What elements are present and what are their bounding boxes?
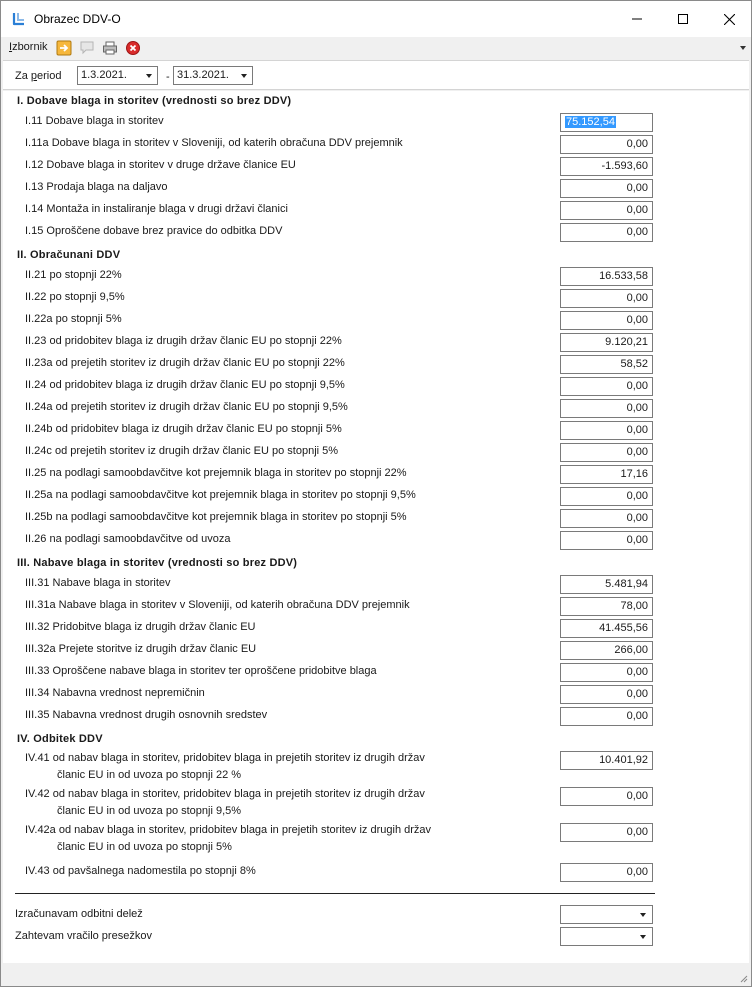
value-text: 0,00 — [626, 826, 648, 838]
section-heading-III: III. Nabave blaga in storitev (vrednosti so brez DDV) — [17, 557, 298, 569]
row-label — [25, 291, 125, 303]
row-label — [25, 643, 256, 655]
row-label-text: IV.43 od pavšalnega nadomestila po stopnji 8% — [25, 865, 256, 877]
export-icon — [56, 40, 72, 56]
value-field[interactable] — [560, 201, 653, 220]
value-text: 0,00 — [626, 138, 648, 150]
value-field[interactable] — [560, 823, 653, 842]
printer-icon — [102, 40, 118, 56]
row-label — [25, 467, 407, 479]
row-label — [25, 709, 267, 721]
row-label — [25, 489, 416, 501]
title-bar — [1, 1, 751, 37]
value-field[interactable] — [560, 465, 653, 484]
value-text: 0,00 — [626, 512, 648, 524]
export-button[interactable] — [55, 39, 73, 57]
row-label — [25, 181, 168, 193]
vracilo-select[interactable] — [560, 927, 653, 946]
row-label-text: II.24 od pridobitev blaga iz drugih držav članic EU po stopnji 9,5% — [25, 379, 345, 391]
period-from-value: 1.3.2021. — [81, 69, 127, 81]
period-to-value: 31.3.2021. — [177, 69, 229, 81]
row-label — [25, 865, 256, 877]
row-label — [25, 159, 296, 171]
period-from-field[interactable] — [77, 66, 158, 85]
row-label-text: III.31a Nabave blaga in storitev v Sloveniji, od katerih obračuna DDV prejemnik — [25, 599, 410, 611]
row-label-text: II.23a od prejetih storitev iz drugih držav članic EU po stopnji 22% — [25, 357, 345, 369]
value-text: 0,00 — [626, 182, 648, 194]
chevron-down-icon[interactable] — [241, 74, 247, 78]
value-text: 0,00 — [626, 204, 648, 216]
value-field[interactable] — [560, 157, 653, 176]
close-button[interactable] — [706, 1, 752, 37]
row-label — [25, 137, 403, 149]
izbornik-menu[interactable] — [9, 41, 48, 53]
value-text: 0,00 — [626, 226, 648, 238]
value-text: 266,00 — [614, 644, 648, 656]
row-label-text: II.24b od pridobitev blaga iz drugih držav članic EU po stopnji 5% — [25, 423, 342, 435]
row-label-text: I.14 Montaža in instaliranje blaga v drugi državi članici — [25, 203, 288, 215]
comment-button[interactable] — [78, 39, 96, 57]
chevron-down-icon[interactable] — [640, 913, 646, 917]
row-label — [25, 423, 342, 435]
form-divider — [15, 893, 655, 894]
row-label — [25, 335, 342, 347]
period-separator: - — [166, 71, 170, 83]
row-label-continuation: članic EU in od uvoza po stopnji 9,5% — [57, 805, 242, 817]
value-field[interactable] — [560, 641, 653, 660]
row-label-text: II.22a po stopnji 5% — [25, 313, 122, 325]
period-bar — [3, 60, 749, 90]
row-label — [25, 621, 256, 633]
row-label-text: II.23 od pridobitev blaga iz drugih držav članic EU po stopnji 22% — [25, 335, 342, 347]
row-label-text: I.12 Dobave blaga in storitev v druge države članice EU — [25, 159, 296, 171]
ddv-form — [3, 91, 749, 963]
cancel-button[interactable] — [124, 39, 142, 57]
value-field[interactable] — [560, 707, 653, 726]
section-heading-IV: IV. Odbitek DDV — [17, 733, 103, 745]
row-label — [25, 665, 377, 677]
value-text: 0,00 — [626, 866, 648, 878]
period-to-field[interactable] — [173, 66, 253, 85]
row-label — [25, 379, 345, 391]
value-field[interactable] — [560, 377, 653, 396]
row-label — [25, 750, 465, 784]
value-text: 5.481,94 — [605, 578, 648, 590]
value-field[interactable] — [560, 421, 653, 440]
maximize-button[interactable] — [660, 1, 706, 37]
value-field[interactable] — [560, 443, 653, 462]
value-field[interactable] — [560, 399, 653, 418]
value-text: 0,00 — [626, 534, 648, 546]
value-text: 75.152,54 — [566, 116, 615, 128]
value-text: 10.401,92 — [599, 754, 648, 766]
period-label: Za period — [15, 70, 62, 82]
row-label-text: II.21 po stopnji 22% — [25, 269, 122, 281]
row-label-text: III.35 Nabavna vrednost drugih osnovnih sredstev — [25, 709, 268, 721]
value-text: 58,52 — [620, 358, 648, 370]
value-text: 0,00 — [626, 380, 648, 392]
value-text: 0,00 — [626, 710, 648, 722]
toolbar — [1, 37, 751, 59]
value-field[interactable] — [560, 135, 653, 154]
minimize-icon — [632, 14, 642, 24]
row-label — [25, 511, 407, 523]
row-label — [25, 533, 230, 545]
value-text: 0,00 — [626, 402, 648, 414]
chevron-down-icon[interactable] — [146, 74, 152, 78]
value-field[interactable] — [560, 267, 653, 286]
value-text: 16.533,58 — [599, 270, 648, 282]
row-label-text: I.11 Dobave blaga in storitev — [25, 115, 164, 127]
chevron-down-icon[interactable] — [640, 935, 646, 939]
value-field[interactable] — [560, 619, 653, 638]
row-label-text: II.25a na podlagi samoobdavčitve kot prejemnik blaga in storitev po stopnji 9,5% — [25, 489, 416, 501]
section-heading-II: II. Obračunani DDV — [17, 249, 121, 261]
value-field[interactable] — [560, 487, 653, 506]
row-label — [25, 357, 345, 369]
row-label-text: II.25 na podlagi samoobdavčitve kot prejemnik blaga in storitev po stopnji 22% — [25, 467, 407, 479]
row-label — [25, 577, 171, 589]
value-field[interactable] — [560, 311, 653, 330]
value-text: 0,00 — [626, 424, 648, 436]
toolbar-overflow-icon[interactable] — [740, 46, 746, 50]
status-bar — [1, 964, 751, 986]
value-field[interactable] — [560, 333, 653, 352]
section-heading-I: I. Dobave blaga in storitev (vrednosti so brez DDV) — [17, 95, 292, 107]
value-field[interactable] — [560, 113, 653, 132]
value-text: 0,00 — [626, 446, 648, 458]
row-label — [25, 786, 465, 820]
value-text: 17,16 — [620, 468, 648, 480]
value-text: 78,00 — [620, 600, 648, 612]
app-logo-icon — [12, 12, 26, 26]
row-label-text: IV.41 od nabav blaga in storitev, pridobitev blaga in prejetih storitev iz drugih držav — [25, 752, 425, 764]
row-label — [25, 599, 410, 611]
value-text: 0,00 — [626, 490, 648, 502]
row-label — [25, 115, 164, 127]
window-title: Obrazec DDV-O — [34, 12, 121, 26]
row-label-text: IV.42a od nabav blaga in storitev, pridobitev blaga in prejetih storitev iz drugih držav — [25, 824, 432, 836]
value-text: 0,00 — [626, 292, 648, 304]
row-label-text: II.26 na podlagi samoobdavčitve od uvoza — [25, 533, 231, 545]
value-text: 0,00 — [626, 790, 648, 802]
cancel-icon — [125, 40, 141, 56]
minimize-button[interactable] — [614, 1, 660, 37]
value-field[interactable] — [560, 787, 653, 806]
izbornik-mnemonic: I — [9, 41, 13, 53]
row-label — [25, 687, 205, 699]
row-label-text: I.15 Oproščene dobave brez pravice do odbitka DDV — [25, 225, 283, 237]
row-label — [25, 313, 122, 325]
vracilo-label: Zahtevam vračilo presežkov — [15, 930, 152, 942]
row-label — [25, 445, 338, 457]
value-field[interactable] — [560, 509, 653, 528]
value-text: 9.120,21 — [605, 336, 648, 348]
row-label-text: III.34 Nabavna vrednost nepremičnin — [25, 687, 205, 699]
print-button[interactable] — [101, 39, 119, 57]
resize-grip-icon[interactable] — [738, 973, 748, 983]
row-label-continuation: članic EU in od uvoza po stopnji 22 % — [57, 769, 242, 781]
value-field[interactable] — [560, 575, 653, 594]
row-label-continuation: članic EU in od uvoza po stopnji 5% — [57, 841, 232, 853]
odbitni-delez-label: Izračunavam odbitni delež — [15, 908, 143, 920]
value-field[interactable] — [560, 751, 653, 770]
row-label — [25, 225, 282, 237]
value-text: -1.593,60 — [601, 160, 648, 172]
row-label-text: II.24a od prejetih storitev iz drugih držav članic EU po stopnji 9,5% — [25, 401, 348, 413]
row-label — [25, 203, 288, 215]
value-text: 41.455,56 — [599, 622, 648, 634]
row-label-text: III.31 Nabave blaga in storitev — [25, 577, 171, 589]
row-label — [25, 269, 122, 281]
value-field[interactable] — [560, 863, 653, 882]
value-text: 0,00 — [626, 688, 648, 700]
close-icon — [724, 14, 735, 25]
row-label — [25, 401, 348, 413]
row-label-text: II.25b na podlagi samoobdavčitve kot prejemnik blaga in storitev po stopnji 5% — [25, 511, 407, 523]
row-label — [25, 822, 465, 856]
row-label-text: III.33 Oproščene nabave blaga in storitev ter oproščene pridobitve blaga — [25, 665, 377, 677]
row-label-text: III.32a Prejete storitve iz drugih držav članic EU — [25, 643, 257, 655]
value-field[interactable] — [560, 179, 653, 198]
odbitni-delez-select[interactable] — [560, 905, 653, 924]
row-label-text: I.11a Dobave blaga in storitev v Sloveniji, od katerih obračuna DDV prejemnik — [25, 137, 403, 149]
value-field[interactable] — [560, 663, 653, 682]
comment-icon — [79, 40, 95, 56]
value-field[interactable] — [560, 289, 653, 308]
value-text: 0,00 — [626, 666, 648, 678]
value-text: 0,00 — [626, 314, 648, 326]
row-label-text: II.22 po stopnji 9,5% — [25, 291, 125, 303]
row-label-text: II.24c od prejetih storitev iz drugih držav članic EU po stopnji 5% — [25, 445, 339, 457]
value-field[interactable] — [560, 685, 653, 704]
row-label-text: IV.42 od nabav blaga in storitev, pridobitev blaga in prejetih storitev iz drugih držav — [25, 788, 425, 800]
row-label-text: I.13 Prodaja blaga na daljavo — [25, 181, 168, 193]
row-label-text: III.32 Pridobitve blaga iz drugih držav članic EU — [25, 621, 256, 633]
value-field[interactable] — [560, 597, 653, 616]
value-field[interactable] — [560, 531, 653, 550]
izbornik-label: zbornik — [12, 41, 48, 53]
value-field[interactable] — [560, 223, 653, 242]
maximize-icon — [678, 14, 688, 24]
value-field[interactable] — [560, 355, 653, 374]
